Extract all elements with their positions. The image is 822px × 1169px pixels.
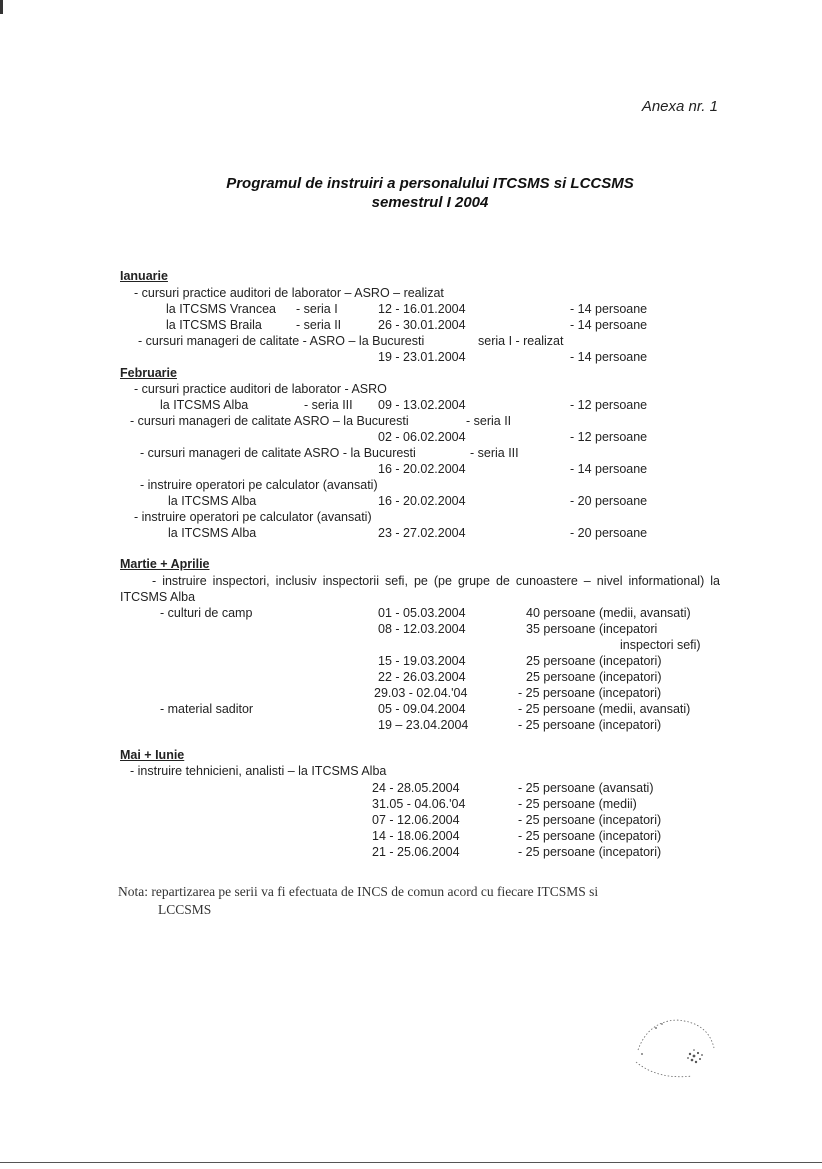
month-heading: Ianuarie <box>120 269 168 283</box>
table-row: 19 - 23.01.2004 - 14 persoane <box>378 350 648 364</box>
list-item: - cursuri practice auditori de laborator - ASRO <box>134 382 387 396</box>
table-row: la ITCSMS Braila - seria II 26 - 30.01.2004 - 14 persoane <box>166 318 648 332</box>
list-item: - cursuri manageri de calitate ASRO - la Bucuresti - seria III <box>140 446 519 460</box>
table-row: - culturi de camp 01 - 05.03.2004 40 persoane (medii, avansati) <box>160 606 691 620</box>
table-row: 02 - 06.02.2004 - 12 persoane <box>378 430 648 444</box>
table-row: la ITCSMS Alba 23 - 27.02.2004 - 20 persoane <box>168 526 648 540</box>
table-row-continuation: inspectori sefi) <box>620 638 701 652</box>
month-heading: Mai + Iunie <box>120 748 185 762</box>
footnote <box>118 883 718 919</box>
section-februarie <box>0 365 822 381</box>
annex-label: Anexa nr. 1 <box>641 98 718 115</box>
list-item: - cursuri practice auditori de laborator – ASRO – realizat <box>134 286 444 300</box>
table-row: 24 - 28.05.2004 - 25 persoane (avansati) <box>372 781 654 795</box>
table-row: 08 - 12.03.2004 35 persoane (incepatori <box>378 622 658 636</box>
table-row: 19 – 23.04.2004 - 25 persoane (incepatori) <box>378 718 662 732</box>
list-item: - cursuri manageri de calitate - ASRO – la Bucuresti seria I - realizat <box>138 334 564 348</box>
list-item: - cursuri manageri de calitate ASRO – la Bucuresti - seria II <box>130 414 512 428</box>
document-title: Programul de instruiri a personalului ITCSMS si LCCSMS <box>226 175 634 192</box>
table-row: 22 - 26.03.2004 25 persoane (incepatori) <box>378 670 662 684</box>
table-row: la ITCSMS Vrancea - seria I 12 - 16.01.2004 - 14 persoane <box>166 302 648 316</box>
scan-edge-mark <box>0 0 3 14</box>
section-martie-aprilie <box>0 556 822 572</box>
section-ianuarie <box>0 268 822 284</box>
bottom-scan-border <box>0 1162 822 1163</box>
footnote-line: Nota: repartizarea pe serii va fi efectuata de INCS de comun acord cu fiecare ITCSMS si <box>118 884 599 899</box>
section-paragraph: - instruire inspectori, inclusiv inspectorii sefi, pe (pe grupe de cunoastere – nivel informational) la ITCSMS Alba <box>120 574 720 604</box>
list-item: - instruire tehnicieni, analisti – la ITCSMS Alba <box>130 764 387 778</box>
stamp-icon <box>628 1010 724 1082</box>
table-row: 31.05 - 04.06.'04 - 25 persoane (medii) <box>372 797 637 811</box>
table-row: 16 - 20.02.2004 - 14 persoane <box>378 462 648 476</box>
table-row: 15 - 19.03.2004 25 persoane (incepatori) <box>378 654 662 668</box>
footnote-line: LCCSMS <box>158 902 212 917</box>
list-item: - instruire operatori pe calculator (avansati) <box>134 510 372 524</box>
table-row: 14 - 18.06.2004 - 25 persoane (incepatori) <box>372 829 662 843</box>
section-mai-iunie <box>0 747 822 763</box>
table-row: 29.03 - 02.04.'04 - 25 persoane (incepatori) <box>374 686 662 700</box>
table-row: - material saditor 05 - 09.04.2004 - 25 persoane (medii, avansati) <box>160 702 691 716</box>
document-subtitle: semestrul I 2004 <box>371 194 489 211</box>
table-row: 21 - 25.06.2004 - 25 persoane (incepatori) <box>372 845 662 859</box>
list-item: - instruire operatori pe calculator (avansati) <box>140 478 378 492</box>
month-heading: Martie + Aprilie <box>120 557 210 571</box>
table-row: la ITCSMS Alba 16 - 20.02.2004 - 20 persoane <box>168 494 648 508</box>
month-heading: Februarie <box>120 366 177 380</box>
table-row: la ITCSMS Alba - seria III 09 - 13.02.2004 - 12 persoane <box>160 398 648 412</box>
table-row: 07 - 12.06.2004 - 25 persoane (incepatori) <box>372 813 662 827</box>
